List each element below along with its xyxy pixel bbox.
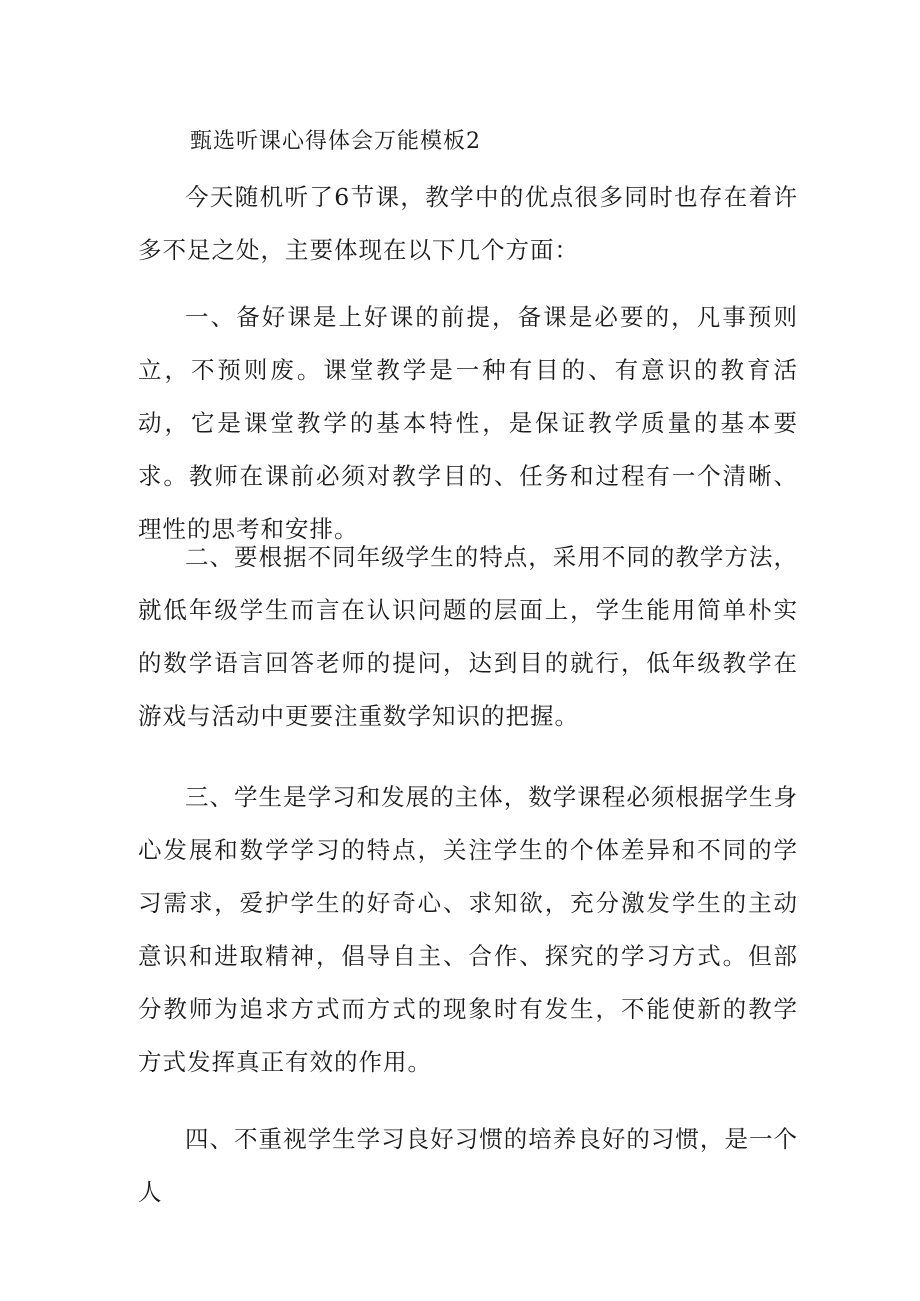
paragraph-point-2: 二、要根据不同年级学生的特点，采用不同的教学方法，就低年级学生而言在认识问题的层面上，学生能用简单朴实的数学语言回答老师的提问，达到目的就行，低年级教学在游戏与活动中更要注重数学知识的把握。 [138,543,798,730]
paragraph-point-3: 三、学生是学习和发展的主体，数学课程必须根据学生身心发展和数学学习的特点，关注学生的个体差异和不同的学习需求，爱护学生的好奇心、求知欲，充分激发学生的主动意识和进取精神，倡导自主、合作、探究的学习方式。但部分教师为追求方式而方式的现象时有发生，不能使新的教学方式发挥真正有效的作用。 [138,783,798,1076]
paragraph-point-4: 四、不重视学生学习良好习惯的培养良好的习惯，是一个人 [138,1125,798,1206]
paragraph-point-1: 一、备好课是上好课的前提，备课是必要的，凡事预则立，不预则废。课堂教学是一种有目的、有意识的教育活动，它是课堂教学的基本特性，是保证教学质量的基本要求。教师在课前必须对教学目的、任务和过程有一个清晰、理性的思考和安排。 [138,303,798,543]
document-title: 甄选听课心得体会万能模板2 [190,129,481,154]
paragraph-intro: 今天随机听了6节课，教学中的优点很多同时也存在着许多不足之处，主要体现在以下几个方面： [138,183,798,264]
